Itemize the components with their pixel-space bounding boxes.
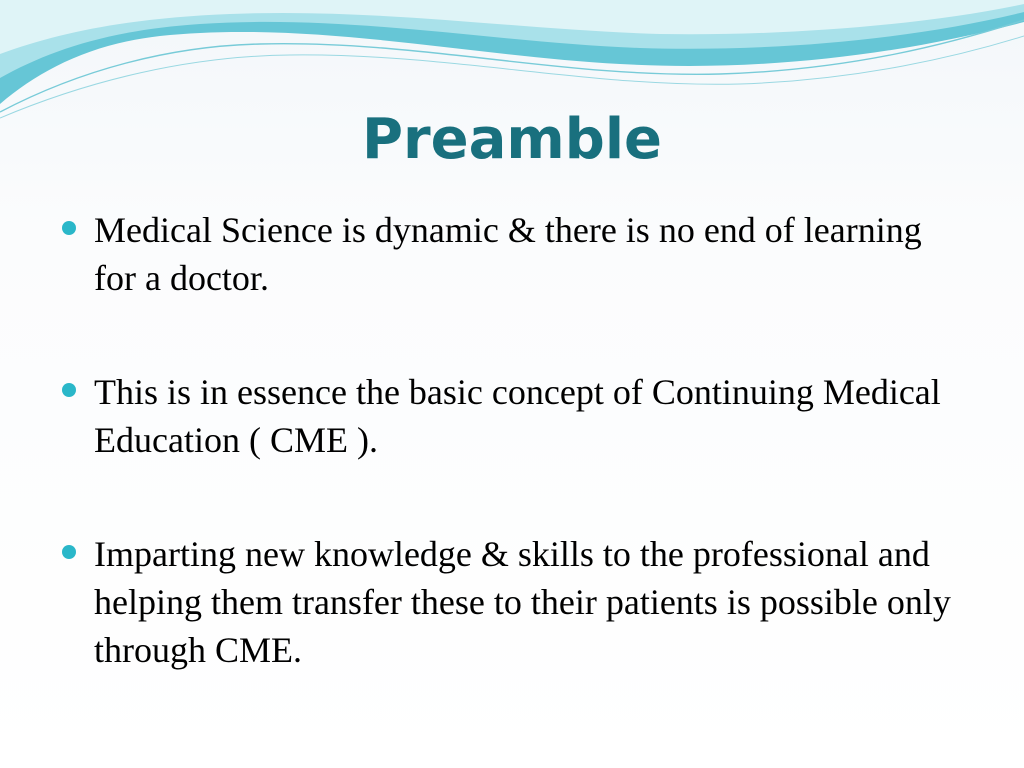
bullet-item — [62, 368, 962, 464]
bullet-icon — [62, 383, 76, 397]
bullet-text: This is in essence the basic concept of Continuing Medical Education ( CME ). — [94, 372, 941, 460]
bullet-text: Imparting new knowledge & skills to the professional and helping them transfer these to their patients is possible only through CME. — [94, 534, 951, 670]
bullet-text: Medical Science is dynamic & there is no end of learning for a doctor. — [94, 210, 922, 298]
bullet-item — [62, 206, 962, 302]
bullet-item — [62, 530, 962, 674]
slide-title: Preamble — [361, 107, 663, 172]
bullet-icon — [62, 221, 76, 235]
bullet-list — [62, 206, 962, 674]
bullet-icon — [62, 545, 76, 559]
